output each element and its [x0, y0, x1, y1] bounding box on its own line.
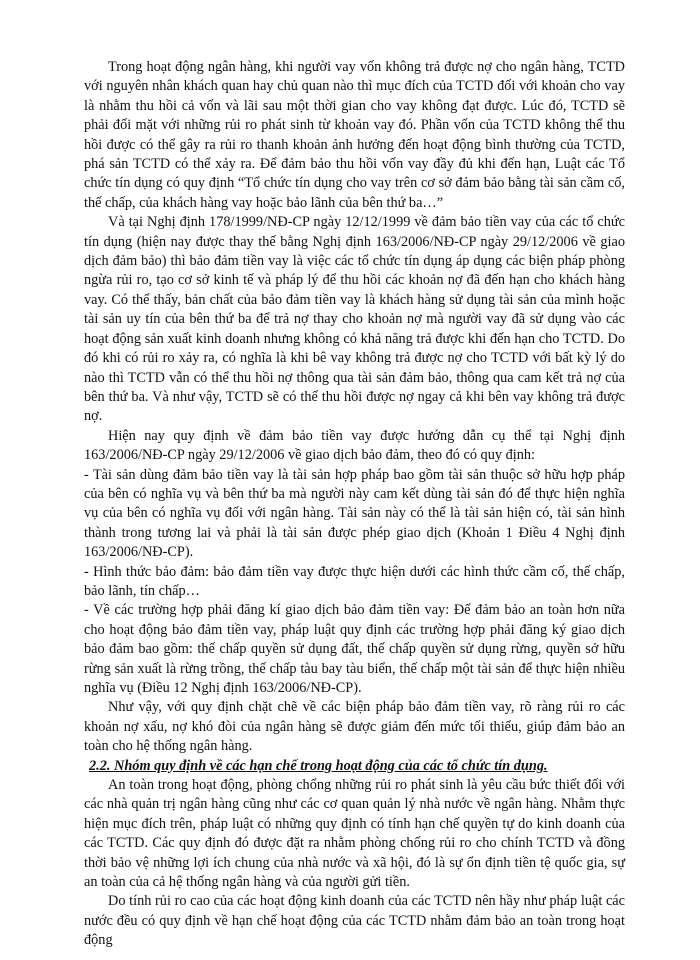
paragraph-conclusion: Như vậy, với quy định chặt chẽ về các biện pháp bảo đảm tiền vay, rõ ràng rủi ro các khoản nợ xấu, nợ khó đòi của ngân hàng sẽ được giảm đến mức tối thiểu, giúp đảm bảo an toàn cho hệ thống ngân hàng.: [84, 699, 625, 755]
paragraph-decree-163: Hiện nay quy định về đảm bảo tiền vay được hướng dẫn cụ thể tại Nghị định 163/2006/NĐ-CP ngày 29/12/2006 về giao dịch bảo đảm, theo đó có quy định:: [84, 427, 625, 464]
list-item-registration-cases: - Về các trường hợp phải đăng kí giao dịch bảo đảm tiền vay: Để đảm bảo an toàn hơn nữa cho hoạt động bảo đảm tiền vay, pháp luật quy định các trường hợp phải đăng ký giao dịch bảo đảm bao gồm: thế chấp quyền sử dụng đất, thế chấp quyền sử dụng rừng, quyền sở hữu rừng sản xuất là rừng trồng, thế chấp tàu bay tàu biển, thế chấp một tài sản để thực hiện nhiều nghĩa vụ (Điều 12 Nghị định 163/2006/NĐ-CP).: [84, 602, 625, 696]
paragraph-safety-requirements: An toàn trong hoạt động, phòng chống những rủi ro phát sinh là yêu cầu bức thiết đối với các nhà quản trị ngân hàng cũng như các cơ quan quản lý nhà nước về ngân hàng. Nhằm thực hiện mục đích trên, pháp luật có những quy định có tính hạn chế quyền tự do kinh doanh của các TCTD. Các quy định đó được đặt ra nhằm phòng chống rủi ro cho chính TCTD và đồng thời bảo vệ những lợi ích chung của nhà nước và xã hội, đó là sự ổn định tiền tệ quốc gia, sự an toàn của cả hệ thống ngân hàng và của người gửi tiền.: [84, 777, 625, 891]
paragraph-intro-risk: Trong hoạt động ngân hàng, khi người vay vốn không trả được nợ cho ngân hàng, TCTD với nguyên nhân khách quan hay chủ quan nào thì mục đích của TCTD đối với khoản cho vay là nhằm thu hồi cả vốn và lãi sau một thời gian cho vay không đạt được. Lúc đó, TCTD sẽ phải đối mặt với những rủi ro phát sinh từ khoản vay đó. Phần vốn của TCTD không thể thu hồi được có thể gây ra rủi ro thanh khoản ảnh hưởng đến hoạt động bình thường của TCTD, phá sản TCTD có thể xảy ra. Để đảm bảo thu hồi vốn vay đầy đủ khi đến hạn, Luật các Tổ chức tín dụng có quy định “Tổ chức tín dụng cho vay trên cơ sở đảm bảo bằng tài sản cầm cố, thế chấp, của khách hàng vay hoặc bảo lãnh của bên thứ ba…”: [84, 59, 625, 211]
list-item-guarantee-forms: - Hình thức bảo đảm: bảo đảm tiền vay được thực hiện dưới các hình thức cầm cố, thế chấp, bảo lãnh, tín chấp…: [84, 563, 625, 599]
paragraph-decree-178: Và tại Nghị định 178/1999/NĐ-CP ngày 12/12/1999 về đảm bảo tiền vay của các tổ chức tín dụng (hiện nay được thay thế bằng Nghị định 163/2006/NĐ-CP ngày 29/12/2006 về giao dịch đảm bảo) thì bảo đảm tiền vay là việc các tổ chức tín dụng áp dụng các biện pháp phòng ngừa rủi ro, tạo cơ sở kinh tế và pháp lý để thu hồi các khoản nợ đã đến hạn cho khách hàng vay. Có thể thấy, bản chất của bảo đảm tiền vay là khách hàng sử dụng tài sản của mình hoặc tài sản uy tín của bên thứ ba để trả nợ thay cho khoản nợ mà người vay đã sử dụng vào các hoạt động sản xuất kinh doanh nhưng không có khả năng trả được khi đến hạn cho TCTD. Do đó khi có rủi ro xảy ra, có nghĩa là khi bê vay không trả được nợ cho TCTD với bất kỳ lý do nào thì TCTD vẫn có thể thu hồi nợ thông qua tài sản đảm bảo, thông qua cam kết trả nợ của bên thứ ba. Và như vậy, TCTD sẽ có thể thu hồi được nợ ngay cả khi bên vay không trả được nợ.: [84, 214, 625, 425]
paragraph-high-risk: Do tính rủi ro cao của các hoạt động kinh doanh của các TCTD nên hầy như pháp luật các nước đều có quy định về hạn chế hoạt động của các TCTD nhằm đảm bảo an toàn trong hoạt động: [84, 893, 625, 949]
list-item-collateral-assets: - Tài sản dùng đảm bảo tiền vay là tài sản hợp pháp bao gồm tài sản thuộc sở hữu hợp pháp của bên có nghĩa vụ và bên thứ ba mà người này cam kết dùng tài sản đó để thực hiện nghĩa vụ của bên có nghĩa vụ đối với ngân hàng. Tài sản này có thể là tài sản hiện có, tài sản hình thành trong tương lai và phải là tài sản được phép giao dịch (Khoản 1 Điều 4 Nghị định 163/2006/NĐ-CP).: [84, 466, 625, 561]
section-heading-2-2: 2.2. Nhóm quy định về các hạn chế trong hoạt động của các tổ chức tín dụng.: [89, 757, 548, 774]
